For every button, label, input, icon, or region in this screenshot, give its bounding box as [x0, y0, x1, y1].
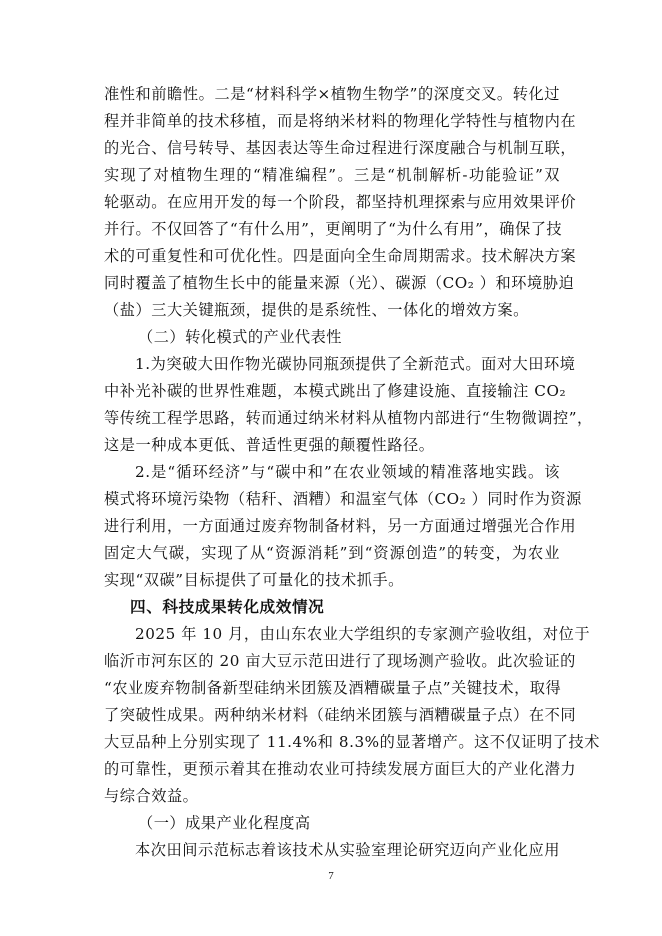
text-line: 了突破性成果。两种纳米材料（硅纳米团簇与酒糟碳量子点）在不同: [104, 706, 577, 724]
text-line: 这是一种成本更低、普适性更强的颠覆性路径。: [104, 436, 435, 454]
text-line: 临沂市河东区的 20 亩大豆示范田进行了现场测产验收。此次验证的: [104, 652, 576, 670]
text-line: 中补光补碳的世界性难题，本模式跳出了修建设施、直接输注 CO₂: [104, 382, 567, 400]
text-line: 2.是“循环经济”与“碳中和”在农业领域的精准落地实践。该: [135, 463, 560, 481]
text-line: 轮驱动。在应用开发的每一个阶段，都坚持机理探索与应用效果评价: [104, 193, 577, 211]
text-line: 等传统工程学思路，转而通过纳米材料从植物内部进行“生物微调控”，: [104, 409, 593, 427]
text-line: “农业废弃物制备新型硅纳米团簇及酒糟碳量子点”关键技术，取得: [104, 679, 562, 697]
text-line: 的可靠性，更预示着其在推动农业可持续发展方面巨大的产业化潜力: [104, 760, 577, 778]
text-line: 并行。不仅回答了“有什么用”，更阐明了“为什么有用”，确保了技: [104, 220, 563, 238]
text-line: 大豆品种上分别实现了 11.4%和 8.3%的显著增产。这不仅证明了技术: [104, 733, 600, 751]
text-line: 同时覆盖了植物生长中的能量来源（光）、碳源（CO₂ ）和环境胁迫: [104, 274, 575, 292]
text-line: 术的可重复性和可优化性。四是面向全生命周期需求。技术解决方案: [104, 247, 577, 265]
text-line: 实现“双碳”目标提供了可量化的技术抓手。: [104, 571, 404, 589]
text-line: 1.为突破大田作物光碳协同瓶颈提供了全新范式。面对大田环境: [135, 355, 576, 373]
text-line: 与综合效益。: [104, 787, 199, 805]
text-line: 程并非简单的技术移植，而是将纳米材料的物理化学特性与植物内在: [104, 112, 577, 130]
text-line: 模式将环境污染物（秸秆、酒糟）和温室气体（CO₂ ）同时作为资源: [104, 490, 582, 508]
subsection-heading: （二）转化模式的产业代表性: [138, 328, 342, 346]
text-line: 进行利用，一方面通过废弃物制备材料，另一方面通过增强光合作用: [104, 517, 577, 535]
subsection-heading: （一）成果产业化程度高: [138, 814, 311, 832]
text-line: 准性和前瞻性。二是“材料科学×植物生物学”的深度交叉。转化过: [104, 85, 560, 103]
text-line: 固定大气碳，实现了从“资源消耗”到“资源创造”的转变，为农业: [104, 544, 560, 562]
text-line: 2025 年 10 月，由山东农业大学组织的专家测产验收组，对位于: [135, 625, 591, 643]
text-line: 的光合、信号转导、基因表达等生命过程进行深度融合与机制互联，: [104, 139, 577, 157]
text-line: 本次田间示范标志着该技术从实验室理论研究迈向产业化应用: [135, 841, 560, 859]
text-line: 实现了对植物生理的“精准编程”。三是“机制解析-功能验证”双: [104, 166, 560, 184]
text-line: （盐）三大关键瓶颈，提供的是系统性、一体化的增效方案。: [104, 301, 529, 319]
page-number: 7: [328, 870, 334, 882]
section-heading: 四、科技成果转化成效情况: [130, 598, 325, 616]
